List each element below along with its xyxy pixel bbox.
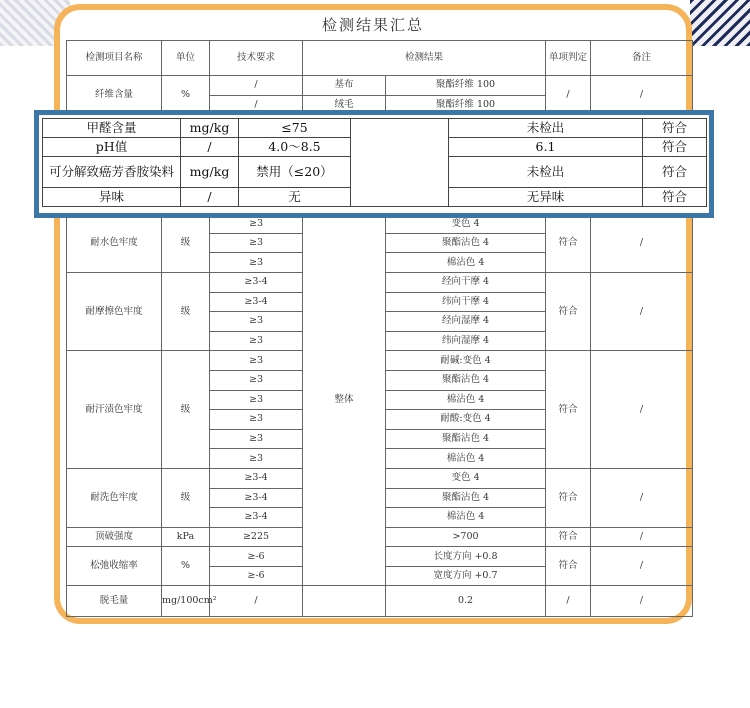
- rub-result: 经向干摩 4: [386, 272, 546, 292]
- fiber-req-1: /: [210, 76, 303, 96]
- wash-unit: 级: [162, 468, 210, 527]
- rub-remark: /: [591, 272, 693, 350]
- shrink-req: ≥-6: [210, 566, 303, 586]
- rub-judge: 符合: [546, 272, 591, 350]
- shrink-result: 宽度方向 +0.7: [386, 566, 546, 586]
- lint-req: /: [210, 586, 303, 617]
- lint-remark: /: [591, 586, 693, 617]
- sweat-result: 棉沾色 4: [386, 390, 546, 410]
- rub-result: 纬向湿摩 4: [386, 331, 546, 351]
- highlight-table: [42, 118, 707, 207]
- rub-name: 耐摩擦色牢度: [67, 272, 162, 350]
- wash-result: 棉沾色 4: [386, 508, 546, 528]
- row-blank-part: [351, 119, 449, 207]
- row-result: 6.1: [449, 138, 643, 157]
- sweat-result: 耐碱:变色 4: [386, 351, 546, 371]
- fiber-req-2: /: [210, 95, 303, 115]
- lint-judge: /: [546, 586, 591, 617]
- sweat-req: ≥3: [210, 410, 303, 430]
- report-title: 检测结果汇总: [321, 16, 424, 34]
- lint-unit: mg/100cm²: [162, 586, 210, 617]
- fiber-part-2: 绒毛: [303, 95, 386, 115]
- shrink-result: 长度方向 +0.8: [386, 547, 546, 567]
- header-remark: 备注: [591, 41, 693, 76]
- fiber-part-1: 基布: [303, 76, 386, 96]
- table-header-row: [67, 41, 693, 76]
- water-name: 耐水色牢度: [67, 214, 162, 273]
- wash-remark: /: [591, 468, 693, 527]
- sweat-remark: /: [591, 351, 693, 469]
- row-name: 异味: [43, 188, 181, 207]
- wash-req: ≥3-4: [210, 488, 303, 508]
- fiber-result-1: 聚酯纤维 100: [386, 76, 546, 96]
- row-unit: /: [181, 188, 239, 207]
- rub-req: ≥3-4: [210, 292, 303, 312]
- row-judge: 符合: [643, 188, 707, 207]
- sweat-req: ≥3: [210, 390, 303, 410]
- row-judge: 符合: [643, 119, 707, 138]
- burst-name: 顶破强度: [67, 527, 162, 547]
- fiber-result-2: 聚酯纤维 100: [386, 95, 546, 115]
- shrink-remark: /: [591, 547, 693, 586]
- water-remark: /: [591, 214, 693, 273]
- water-result: 聚酯沾色 4: [386, 233, 546, 253]
- fiber-unit: %: [162, 76, 210, 115]
- row-result: 无异味: [449, 188, 643, 207]
- header-result: 检测结果: [303, 41, 546, 76]
- water-req: ≥3: [210, 233, 303, 253]
- sweat-result: 耐酸:变色 4: [386, 410, 546, 430]
- sweat-result: 聚酯沾色 4: [386, 429, 546, 449]
- wash-req: ≥3-4: [210, 468, 303, 488]
- row-unit: mg/kg: [181, 157, 239, 188]
- sweat-req: ≥3: [210, 449, 303, 469]
- fiber-name: 纤维含量: [67, 76, 162, 115]
- header-unit: 单位: [162, 41, 210, 76]
- row-req: 无: [239, 188, 351, 207]
- sweat-req: ≥3: [210, 429, 303, 449]
- row-judge: 符合: [643, 157, 707, 188]
- shrink-req: ≥-6: [210, 547, 303, 567]
- row-name: 甲醛含量: [43, 119, 181, 138]
- burst-judge: 符合: [546, 527, 591, 547]
- wash-judge: 符合: [546, 468, 591, 527]
- row-req: ≤75: [239, 119, 351, 138]
- water-result: 变色 4: [386, 214, 546, 234]
- rub-unit: 级: [162, 272, 210, 350]
- header-judge: 单项判定: [546, 41, 591, 76]
- shrink-judge: 符合: [546, 547, 591, 586]
- water-req: ≥3: [210, 214, 303, 234]
- shrink-name: 松弛收缩率: [67, 547, 162, 586]
- sweat-judge: 符合: [546, 351, 591, 469]
- row-req: 禁用（≤20）: [239, 157, 351, 188]
- header-req: 技术要求: [210, 41, 303, 76]
- header-item: 检测项目名称: [67, 41, 162, 76]
- water-judge: 符合: [546, 214, 591, 273]
- row-unit: mg/kg: [181, 119, 239, 138]
- sweat-req: ≥3: [210, 351, 303, 371]
- sweat-result: 棉沾色 4: [386, 449, 546, 469]
- rub-req: ≥3: [210, 312, 303, 332]
- burst-unit: kPa: [162, 527, 210, 547]
- lint-name: 脱毛量: [67, 586, 162, 617]
- water-unit: 级: [162, 214, 210, 273]
- wash-name: 耐洗色牢度: [67, 468, 162, 527]
- row-judge: 符合: [643, 138, 707, 157]
- rub-result: 纬向干摩 4: [386, 292, 546, 312]
- row-result: 未检出: [449, 119, 643, 138]
- highlight-overlay: [34, 110, 714, 218]
- row-unit: /: [181, 138, 239, 157]
- background-pattern-right: [690, 0, 750, 46]
- burst-res: >700: [386, 527, 546, 547]
- wash-result: 变色 4: [386, 468, 546, 488]
- burst-remark: /: [591, 527, 693, 547]
- lint-blank-part: [303, 586, 386, 617]
- wash-req: ≥3-4: [210, 508, 303, 528]
- report-frame: [54, 4, 692, 624]
- highlight-row-formaldehyde: [43, 119, 707, 138]
- burst-req: ≥225: [210, 527, 303, 547]
- sweat-result: 聚酯沾色 4: [386, 370, 546, 390]
- sample-part-cell: 整体: [303, 214, 386, 586]
- sweat-name: 耐汗渍色牢度: [67, 351, 162, 469]
- table-row: [67, 586, 693, 617]
- water-result: 棉沾色 4: [386, 253, 546, 273]
- fiber-judge: /: [546, 76, 591, 115]
- shrink-unit: %: [162, 547, 210, 586]
- water-req: ≥3: [210, 253, 303, 273]
- rub-req: ≥3-4: [210, 272, 303, 292]
- rub-req: ≥3: [210, 331, 303, 351]
- row-req: 4.0～8.5: [239, 138, 351, 157]
- row-name: pH值: [43, 138, 181, 157]
- sweat-unit: 级: [162, 351, 210, 469]
- sweat-req: ≥3: [210, 370, 303, 390]
- rub-result: 经向湿摩 4: [386, 312, 546, 332]
- row-name: 可分解致癌芳香胺染料: [43, 157, 181, 188]
- lint-result: 0.2: [386, 586, 546, 617]
- row-result: 未检出: [449, 157, 643, 188]
- wash-result: 聚酯沾色 4: [386, 488, 546, 508]
- fiber-remark: /: [591, 76, 693, 115]
- table-row: [67, 76, 693, 96]
